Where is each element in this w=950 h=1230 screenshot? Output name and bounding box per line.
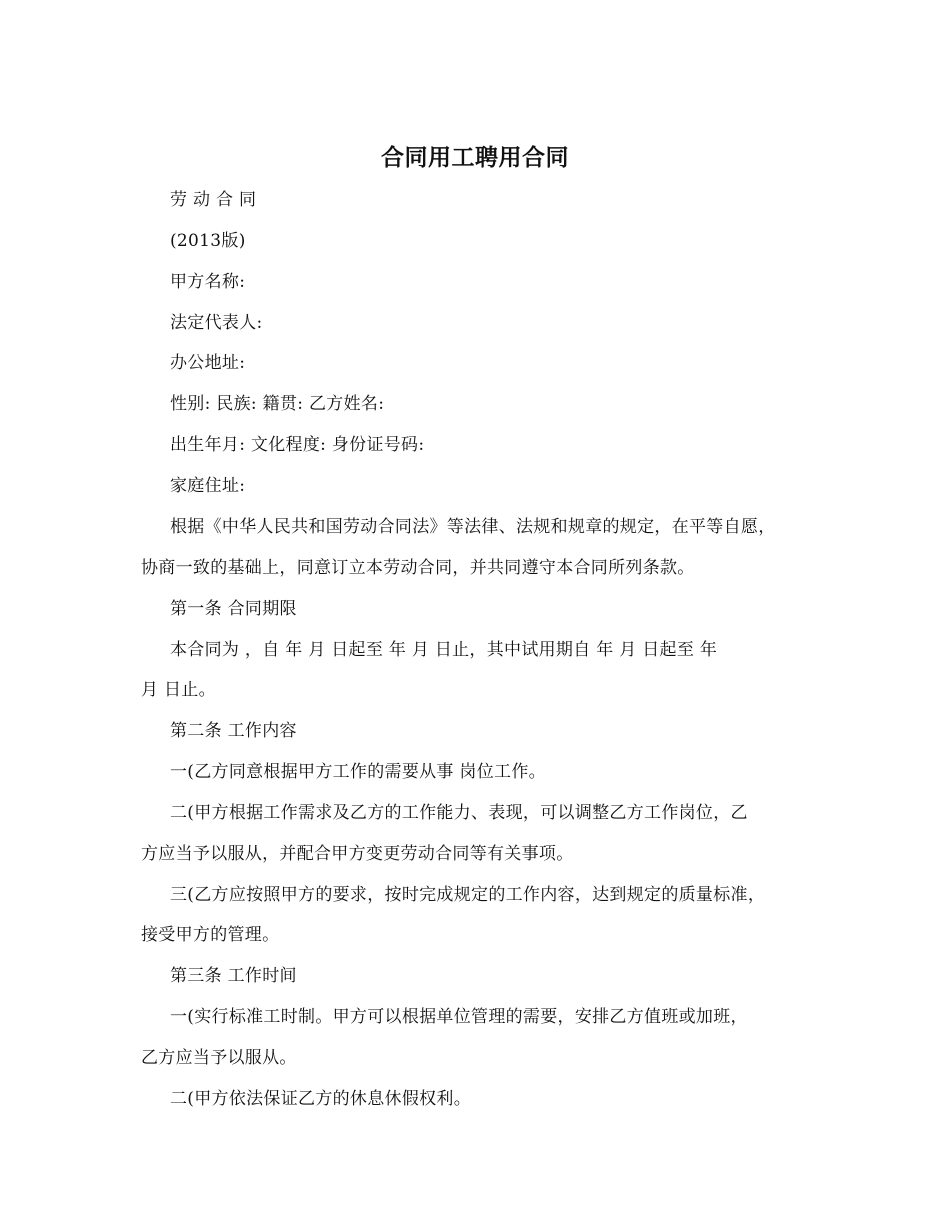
article-2-clause-2-line-2: 方应当予以服从，并配合甲方变更劳动合同等有关事项。 — [141, 844, 574, 864]
article-3-clause-1-line-2: 乙方应当予以服从。 — [141, 1048, 297, 1068]
office-address-field: 办公地址: — [170, 353, 246, 373]
article-1-line-2: 月 日止。 — [141, 680, 216, 700]
preamble-paragraph-line-2: 协商一致的基础上，同意订立本劳动合同，并共同遵守本合同所列条款。 — [141, 558, 695, 578]
article-2-clause-2-line-1: 二(甲方根据工作需求及乙方的工作能力、表现，可以调整乙方工作岗位，乙 — [170, 803, 748, 823]
article-1-heading: 第一条 合同期限 — [170, 599, 297, 619]
article-3-clause-1-line-1: 一(实行标准工时制。甲方可以根据单位管理的需要，安排乙方值班或加班， — [170, 1007, 748, 1027]
article-2-clause-1: 一(乙方同意根据甲方工作的需要从事 岗位工作。 — [170, 762, 546, 782]
home-address-field: 家庭住址: — [170, 476, 246, 496]
article-2-heading: 第二条 工作内容 — [170, 721, 297, 741]
preamble-paragraph-line-1: 根据《中华人民共和国劳动合同法》等法律、法规和规章的规定，在平等自愿， — [170, 517, 776, 537]
article-2-clause-3-line-1: 三(乙方应按照甲方的要求，按时完成规定的工作内容，达到规定的质量标准， — [170, 885, 766, 905]
personal-info-line-2: 出生年月: 文化程度: 身份证号码: — [170, 435, 425, 455]
article-3-heading: 第三条 工作时间 — [170, 966, 297, 986]
contract-version: (2013版) — [170, 231, 246, 251]
article-1-line-1: 本合同为 ，自 年 月 日起至 年 月 日止，其中试用期自 年 月 日起至 年 — [170, 640, 718, 660]
party-a-name-field: 甲方名称: — [170, 272, 246, 292]
document-title: 合同用工聘用合同 — [381, 144, 569, 171]
contract-heading: 劳 动 合 同 — [170, 190, 257, 210]
personal-info-line-1: 性别: 民族: 籍贯: 乙方姓名: — [170, 394, 385, 414]
article-3-clause-2: 二(甲方依法保证乙方的休息休假权利。 — [170, 1089, 472, 1109]
article-2-clause-3-line-2: 接受甲方的管理。 — [141, 925, 280, 945]
legal-representative-field: 法定代表人: — [170, 313, 263, 333]
